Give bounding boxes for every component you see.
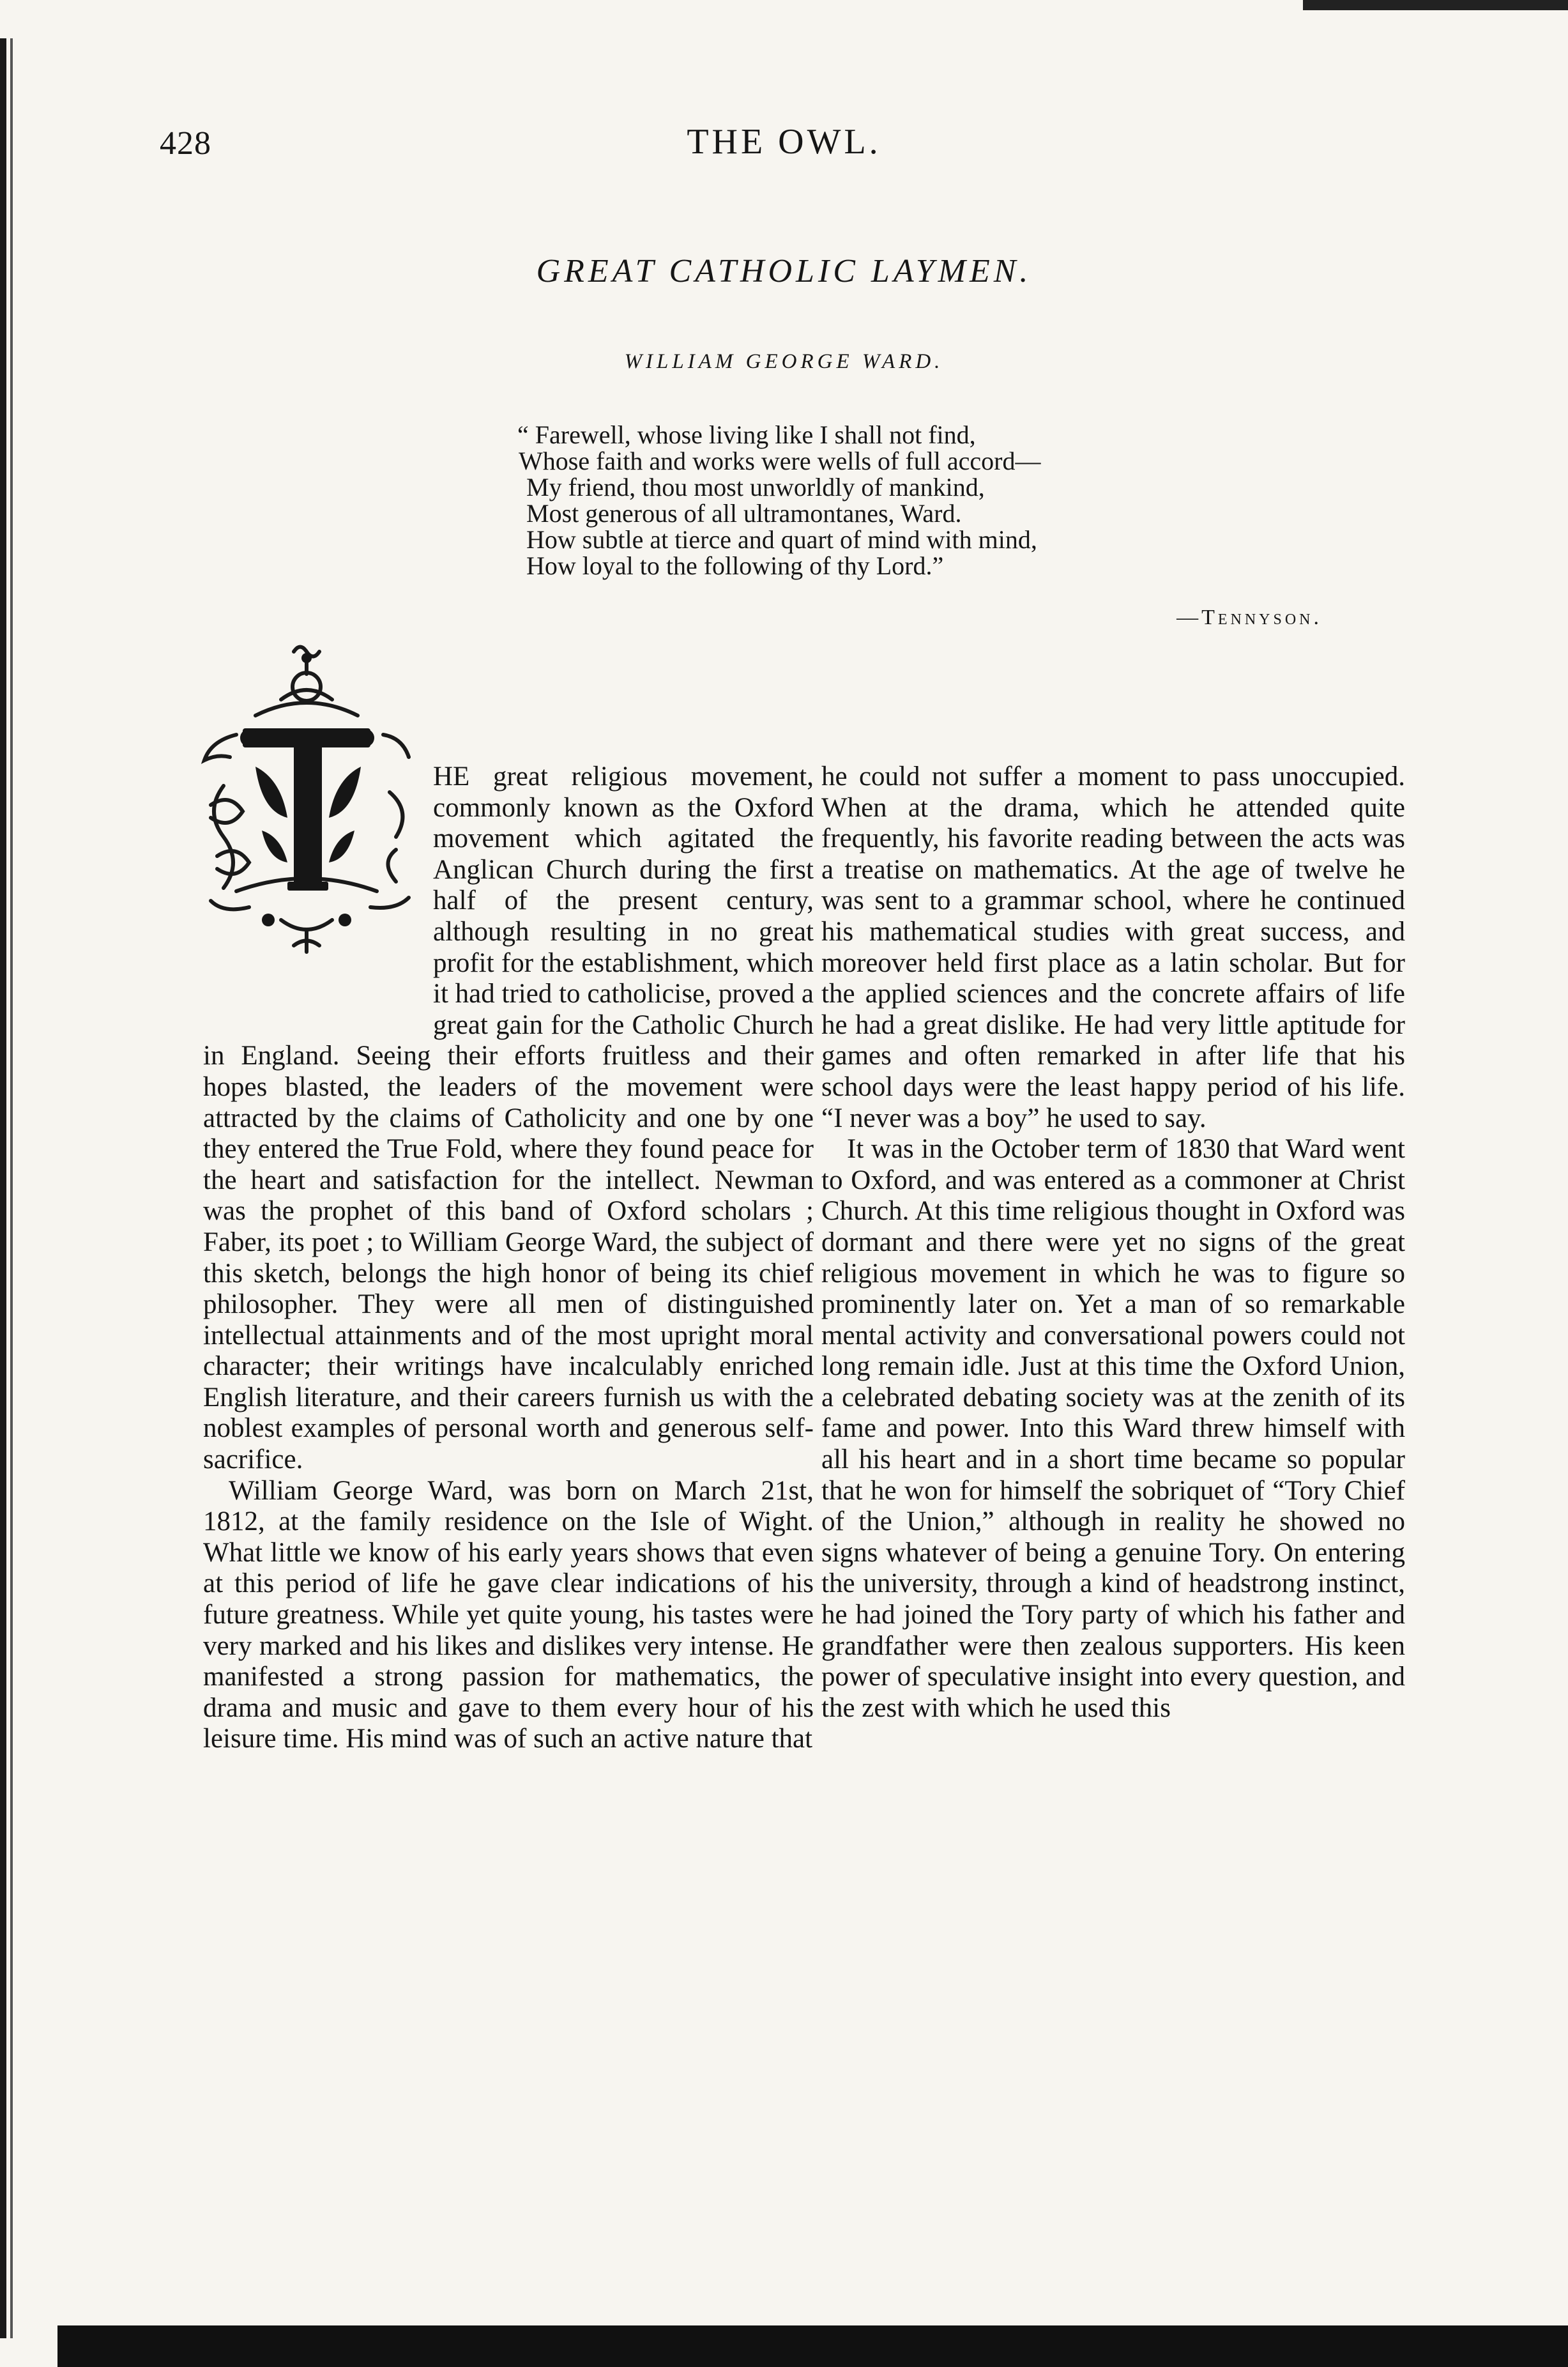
page-number: 428	[160, 125, 211, 162]
epigraph-line: How subtle at tierce and quart of mind with mind,	[526, 525, 1037, 554]
epigraph-line: My friend, thou most unworldly of mankind,	[526, 473, 985, 502]
body-paragraph: he could not suffer a moment to pass unoccupied. When at the drama, which he attended quite frequently, his favorite reading between the acts was a treatise on mathematics. At the age of twelve he was sent to a grammar school, where he continued his mathematical studies with great success, and moreover held first place as a latin scholar. But for the applied sciences and the concrete affairs of life he had a great dislike. He had very little aptitude for games and often remarked in after life that his school days were the least happy period of his life. “I never was a boy” he used to say.	[821, 762, 1405, 1133]
body-paragraph: William George Ward, was born on March 21st, 1812, at the family residence on the Isle of Wight. What little we know of his early years shows that even at this period of life he gave clear indications of his future greatness. While yet quite young, his tastes were very marked and his likes and dislikes very intense. He manifested a strong passion for mathematics, the drama and music and gave to them every hour of his leisure time. His mind was of such an active nature that	[203, 1475, 814, 1754]
left-binding-edge-inner	[10, 38, 13, 2338]
left-binding-edge	[0, 38, 6, 2338]
epigraph	[517, 422, 1309, 579]
running-head: THE OWL.	[687, 122, 881, 162]
epigraph-line: Most generous of all ultramontanes, Ward.	[526, 499, 962, 528]
drop-cap-spacer	[203, 762, 433, 1011]
body-paragraph: It was in the October term of 1830 that Ward went to Oxford, and was entered as a commoner at Christ Church. At this time religious thought in Oxford was dormant and there were yet no signs of the great religious movement in which he was to figure so prominently later on. Yet a man of so remarkable mental activity and conversational powers could not long remain idle. Just at this time the Oxford Union, a celebrated debating society was at the zenith of its fame and power. Into this Ward threw himself with all his heart and in a short time became so popular that he won for himself the sobriquet of “Tory Chief of the Union,” although in reality he showed no signs whatever of being a genuine Tory. On entering the university, through a kind of headstrong instinct, he had joined the Tory party of which his father and grandfather were then zealous supporters. His keen power of speculative insight into every question, and the zest with which he used this	[821, 1134, 1405, 1723]
body-column-left	[203, 762, 814, 1755]
epigraph-attribution: —Tennyson.	[1176, 606, 1322, 629]
body-column-right	[821, 762, 1405, 1724]
body-paragraph: HE great religious movement, commonly known as the Oxford movement which agitated the Anglican Church during the first half of the present century, although resulting in no great profit for the establishment, which it had tried to catholicise, proved a great gain for the Catholic Church in England. Seeing their efforts fruitless and their hopes blasted, the leaders of the movement were attracted by the claims of Catholicity and one by one they entered the True Fold, where they found peace for the heart and satisfaction for the intellect. Newman was the prophet of this band of Oxford scholars ; Faber, its poet ; to William George Ward, the subject of this sketch, belongs the high honor of being its chief philosopher. They were all men of distinguished intellectual attainments and of the most upright moral character; their writings have incalculably enriched English literature, and their careers furnish us with the noblest examples of personal worth and generous self-sacrifice.	[203, 762, 814, 1475]
epigraph-line: “ Farewell, whose living like I shall not find,	[517, 420, 976, 449]
epigraph-line: How loyal to the following of thy Lord.”	[526, 551, 944, 580]
article-title: GREAT CATHOLIC LAYMEN.	[536, 253, 1032, 289]
bottom-scan-bar	[57, 2325, 1568, 2367]
article-subject: WILLIAM GEORGE WARD.	[624, 350, 944, 373]
top-edge-rule	[1303, 0, 1568, 10]
epigraph-line: Whose faith and works were wells of full accord—	[519, 447, 1041, 475]
